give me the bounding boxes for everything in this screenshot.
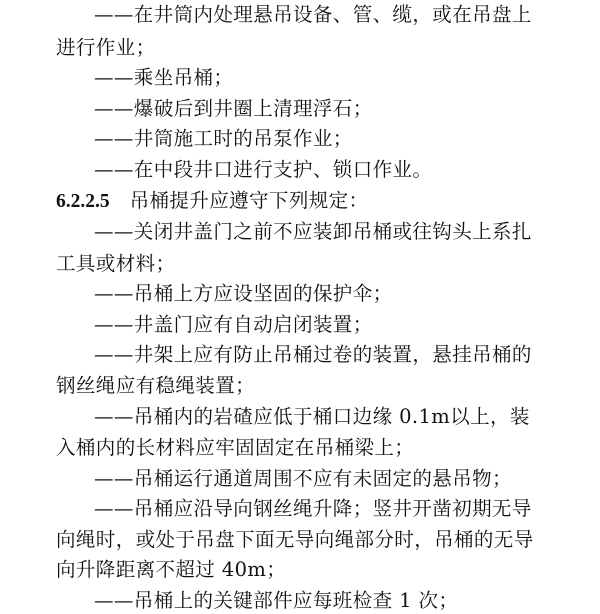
- text-line: 钢丝绳应有稳绳装置；: [56, 374, 256, 397]
- text-line: 入桶内的长材料应牢固固定在吊桶梁上；: [56, 436, 415, 459]
- text-line: ——井筒施工时的吊泵作业；: [94, 127, 353, 150]
- text-line: ——吊桶运行通道周围不应有未固定的悬吊物；: [94, 467, 512, 490]
- text-line: ——在井筒内处理悬吊设备、管、缆，或在吊盘上: [94, 3, 532, 26]
- clause-number: 6.2.2.5: [56, 191, 110, 212]
- text-line: ——吊桶内的岩碴应低于桶口边缘 0.1m以上，装: [94, 405, 530, 428]
- text-line: ——乘坐吊桶；: [94, 66, 234, 89]
- text-line: ——井盖门应有自动启闭装置；: [94, 313, 373, 336]
- clause-heading: [56, 188, 552, 215]
- text-line: ——吊桶应沿导向钢丝绳升降；竖井开凿初期无导: [94, 497, 532, 520]
- text-line: ——吊桶上方应设坚固的保护伞；: [94, 282, 393, 305]
- text-line: 向绳时，或处于吊盘下面无导向绳部分时，吊桶的无导: [56, 528, 534, 551]
- text-line: ——在中段井口进行支护、锁口作业。: [94, 158, 433, 181]
- text-line: ——爆破后到井圈上清理浮石；: [94, 97, 373, 120]
- text-line: 向升降距离不超过 40m；: [56, 558, 287, 581]
- text-line: ——吊桶上的关键部件应每班检查 1 次；: [94, 589, 459, 612]
- text-line: 工具或材料；: [56, 252, 176, 275]
- text-line: ——井架上应有防止吊桶过卷的装置，悬挂吊桶的: [94, 343, 532, 366]
- text-line: 进行作业；: [56, 36, 156, 59]
- clause-title: 吊桶提升应遵守下列规定：: [129, 189, 369, 212]
- text-line: ——关闭井盖门之前不应装卸吊桶或往钩头上系扎: [94, 220, 532, 243]
